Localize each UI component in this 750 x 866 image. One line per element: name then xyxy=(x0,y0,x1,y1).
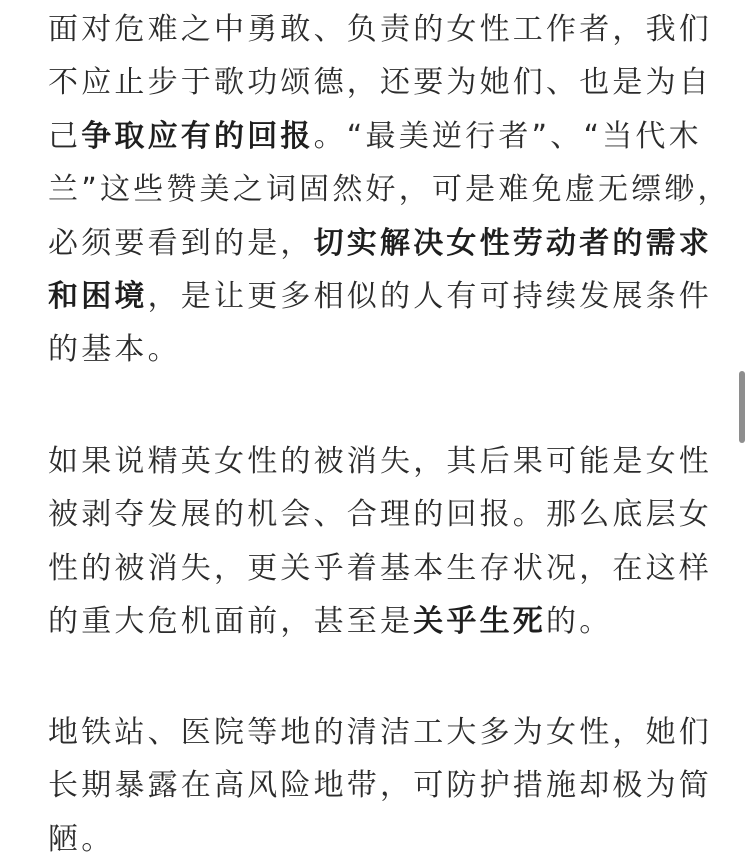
text-run: 长期暴露在高风险地带，可防护措施却极为简 xyxy=(48,768,712,804)
text-line xyxy=(48,542,712,595)
text-run: 陋。 xyxy=(48,821,115,857)
text-run: 的基本。 xyxy=(48,332,181,368)
text-run: 不应止步于歌功颂德，还要为她们、也是为自 xyxy=(48,65,712,101)
bold-text-run: 和困境 xyxy=(48,278,148,314)
bold-text-run: 切实解决女性劳动者的需求 xyxy=(313,225,713,261)
text-line xyxy=(48,217,731,270)
text-line xyxy=(48,110,731,163)
text-run: 的重大危机面前，甚至是 xyxy=(48,604,414,640)
text-line xyxy=(48,488,712,541)
scrollbar-thumb[interactable] xyxy=(739,371,745,443)
text-run: 如果说精英女性的被消失，其后果可能是女性 xyxy=(48,444,712,479)
bold-text-run: 关乎生死 xyxy=(413,604,547,640)
text-run: 的。 xyxy=(546,604,613,640)
text-line xyxy=(48,163,731,216)
text-line xyxy=(48,759,712,812)
text-line xyxy=(48,435,712,488)
text-run: 被剥夺发展的机会、合理的回报。那么底层女 xyxy=(48,497,712,533)
paragraph-1 xyxy=(48,3,731,377)
text-line xyxy=(48,323,731,376)
text-run: 。“最美逆行者”、“当代木 xyxy=(313,118,702,154)
text-run: 地铁站、医院等地的清洁工大多为女性，她们 xyxy=(48,715,712,750)
text-run: 面对危难之中勇敢、负责的女性工作者，我们 xyxy=(48,12,712,47)
text-line xyxy=(48,595,712,648)
text-line xyxy=(48,270,731,323)
text-run: 兰”这些赞美之词固然好，可是难免虚无缥缈， xyxy=(48,172,731,208)
text-line xyxy=(48,3,731,56)
paragraph-3 xyxy=(48,706,712,866)
text-line xyxy=(48,813,712,866)
text-run: ，是让更多相似的人有可持续发展条件 xyxy=(147,278,713,314)
text-line xyxy=(48,706,712,759)
bold-text-run: 争取应有的回报 xyxy=(81,118,314,154)
paragraph-2 xyxy=(48,435,712,649)
text-run: 必须要看到的是， xyxy=(48,225,314,261)
text-line xyxy=(48,56,731,109)
text-run: 己 xyxy=(48,118,82,154)
text-run: 性的被消失，更关乎着基本生存状况，在这样 xyxy=(48,550,712,586)
